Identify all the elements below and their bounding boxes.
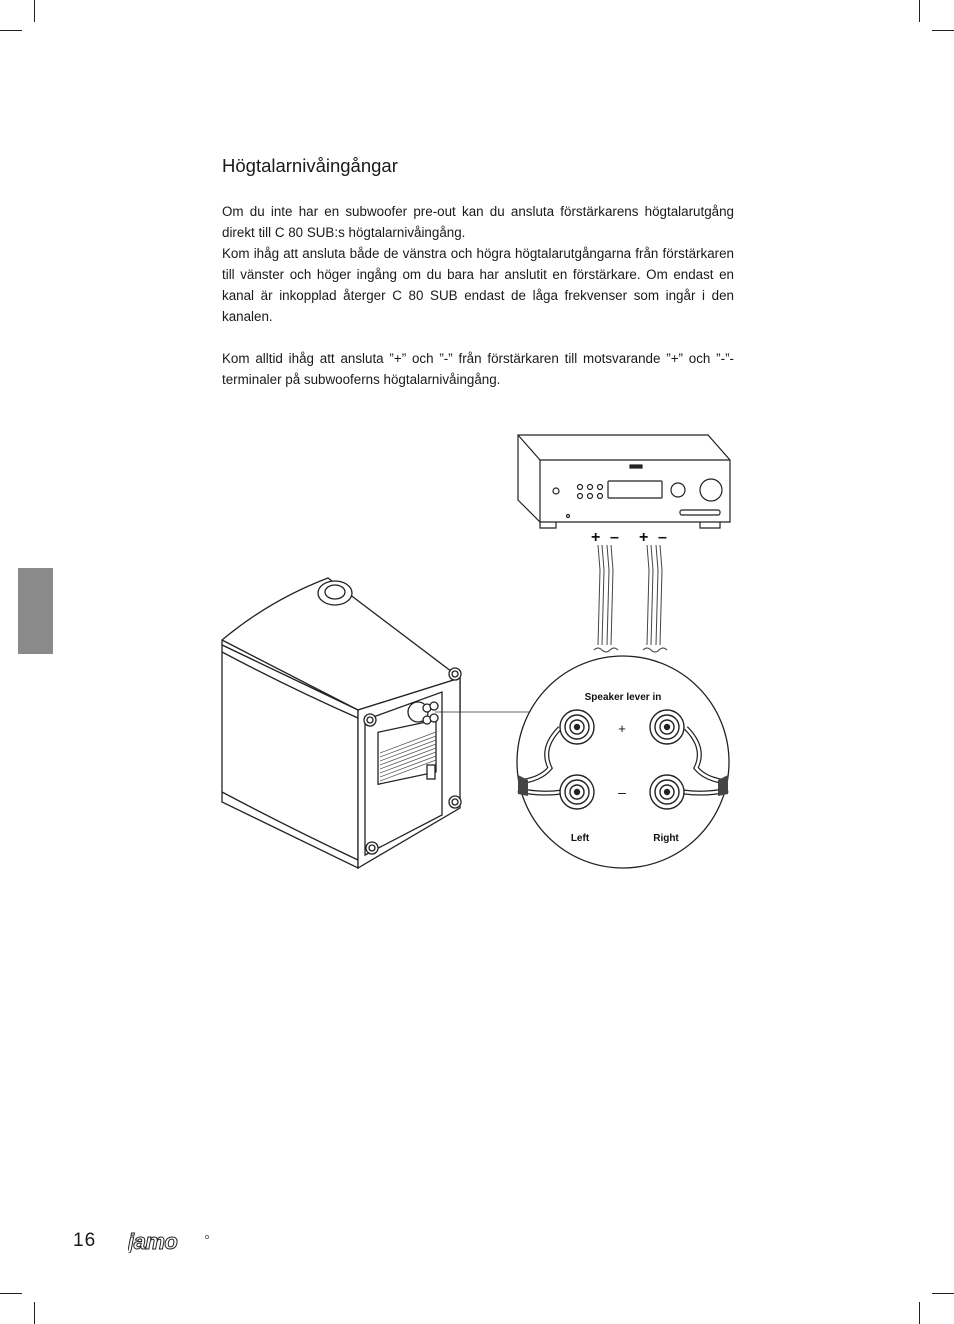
panel-title: Speaker lever in xyxy=(584,692,662,703)
section-tab xyxy=(18,568,53,654)
crop-mark xyxy=(919,1302,920,1324)
paragraph: Kom alltid ihåg att ansluta ”+” och ”-” från förstärkaren till motsvarande ”+” och ”-”-terminaler på subwooferns högtalarnivåingång. xyxy=(222,351,734,387)
speaker-cables xyxy=(594,545,667,652)
binding-post-right-minus xyxy=(650,775,684,809)
plus-label: + xyxy=(618,721,626,736)
left-label: Left xyxy=(570,833,590,844)
page-number: 16 xyxy=(73,1230,97,1251)
crop-mark xyxy=(919,0,920,22)
minus-label: – xyxy=(618,784,626,800)
section-heading: Högtalarnivåingångar xyxy=(222,155,398,176)
amp-plus-right-label: + xyxy=(639,529,649,546)
amplifier-illustration xyxy=(518,435,730,528)
crop-mark xyxy=(0,30,22,31)
paragraph: Om du inte har en subwoofer pre-out kan du ansluta förstärkarens högtalarutgång direkt till C 80 SUB:s högtalarnivåingång. xyxy=(222,204,734,240)
binding-post-left-minus xyxy=(560,775,594,809)
connection-diagram xyxy=(210,430,740,870)
crop-mark xyxy=(34,1302,35,1324)
crop-mark xyxy=(0,1293,22,1294)
binding-post-right-plus xyxy=(650,710,684,744)
amp-minus-right-label: – xyxy=(658,529,667,546)
svg-text:jamo: jamo xyxy=(128,1231,178,1253)
jamo-logo xyxy=(128,1231,210,1253)
amp-plus-left-label: + xyxy=(591,529,601,546)
speaker-level-input-panel xyxy=(517,656,729,868)
crop-mark xyxy=(932,1293,954,1294)
crop-mark xyxy=(34,0,35,22)
paragraph: Kom ihåg att ansluta både de vänstra och högra högtalarutgångarna från förstärkaren till vänster och höger ingång om du bara har anslutit en förstärkare. Om endast en kanal är inkopplad återger C 80 SUB endast de låga frekvenser som ingår i den kanalen. xyxy=(222,246,734,324)
body-text xyxy=(222,201,734,390)
subwoofer-illustration xyxy=(222,578,461,868)
amp-minus-left-label: – xyxy=(610,529,619,546)
binding-post-left-plus xyxy=(560,710,594,744)
crop-mark xyxy=(932,30,954,31)
right-label: Right xyxy=(653,833,679,844)
